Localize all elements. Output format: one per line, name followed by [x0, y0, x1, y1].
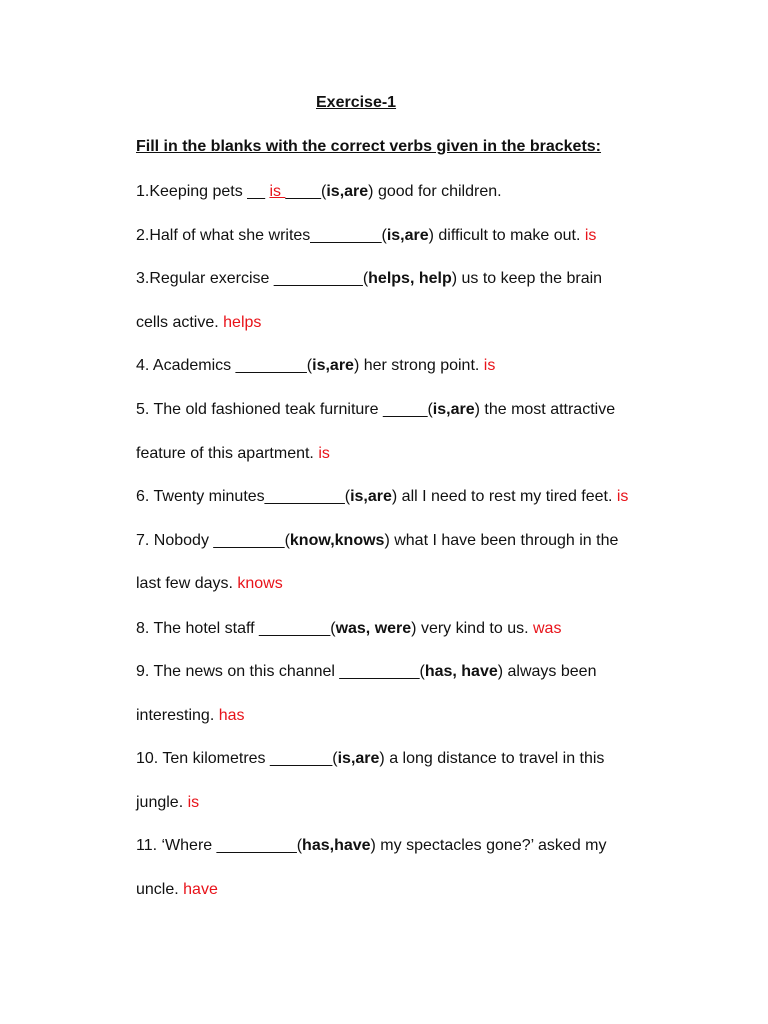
question-10-continued	[136, 793, 199, 813]
question-7	[136, 531, 618, 551]
question-11-options: has,have	[302, 837, 371, 854]
question-4-text: 4. Academics ________(	[136, 357, 313, 374]
question-8	[136, 619, 561, 639]
question-7-text-end: ) what I have been through in the	[384, 532, 619, 549]
question-9	[136, 662, 596, 682]
question-7-continued	[136, 574, 283, 594]
page-title: Exercise-1	[316, 94, 397, 111]
question-5-answer: is	[318, 445, 330, 462]
question-1-text-end: ) good for children.	[368, 183, 502, 200]
instruction: Fill in the blanks with the correct verbs given in the brackets:	[136, 138, 602, 155]
question-4-answer: is	[483, 357, 496, 374]
question-2-text-end: ) difficult to make out.	[428, 227, 585, 244]
question-8-options: was, were	[335, 620, 412, 637]
question-4-text-end: ) her strong point.	[353, 357, 484, 374]
question-3-answer: helps	[223, 314, 262, 331]
question-10	[136, 749, 604, 769]
question-3-text: 3.Regular exercise __________(	[136, 270, 369, 287]
question-8-text: 8. The hotel staff ________(	[136, 620, 336, 637]
question-9-text: 9. The news on this channel _________(	[136, 663, 425, 680]
question-11-text-end: ) my spectacles gone?’ asked my	[370, 837, 607, 854]
question-2-answer: is	[584, 227, 597, 244]
question-10-answer: is	[187, 794, 200, 811]
question-9-text-end: ) always been	[497, 663, 597, 680]
question-9-options: has, have	[424, 663, 498, 680]
question-3-continued	[136, 313, 261, 333]
question-5-continued	[136, 444, 330, 464]
question-2-text: 2.Half of what she writes________(	[136, 227, 387, 244]
question-8-text-end: ) very kind to us.	[411, 620, 533, 637]
question-1-blank: ____(	[285, 183, 327, 200]
question-10-text-end: ) a long distance to travel in this	[379, 750, 605, 767]
question-3-text-end: ) us to keep the brain	[451, 270, 603, 287]
question-1-text: 1.Keeping pets __	[136, 183, 270, 200]
question-11-text: 11. ‘Where _________(	[136, 837, 303, 854]
question-4	[136, 356, 495, 376]
question-5-text-end: ) the most attractive	[474, 401, 616, 418]
question-3-options: helps, help	[368, 270, 452, 287]
question-11	[136, 836, 606, 856]
question-10-options: is,are	[337, 750, 380, 767]
question-7-text-cont: last few days.	[136, 575, 238, 592]
question-1-answer: is	[269, 183, 286, 200]
question-11-text-cont: uncle.	[136, 881, 184, 898]
question-1	[136, 182, 502, 202]
question-7-text: 7. Nobody ________(	[136, 532, 290, 549]
question-5-text: 5. The old fashioned teak furniture _____(	[136, 401, 433, 418]
question-4-options: is,are	[312, 357, 354, 374]
question-8-answer: was	[533, 620, 562, 637]
question-6	[136, 487, 628, 507]
question-3	[136, 269, 602, 289]
question-7-options: know,knows	[289, 532, 385, 549]
question-9-text-cont: interesting.	[136, 707, 219, 724]
question-5-text-cont: feature of this apartment.	[136, 445, 319, 462]
question-7-answer: knows	[237, 575, 283, 592]
question-6-text: 6. Twenty minutes_________(	[136, 488, 351, 505]
question-2	[136, 226, 596, 246]
question-1-options: is,are	[326, 183, 369, 200]
question-11-answer: have	[183, 881, 218, 898]
question-9-answer: has	[218, 707, 245, 724]
question-6-answer: is	[616, 488, 629, 505]
question-2-options: is,are	[386, 227, 429, 244]
question-6-text-end: ) all I need to rest my tired feet.	[391, 488, 617, 505]
question-10-text-cont: jungle.	[136, 794, 188, 811]
question-5-options: is,are	[432, 401, 475, 418]
question-9-continued	[136, 706, 245, 726]
question-3-text-cont: cells active.	[136, 314, 224, 331]
question-10-text: 10. Ten kilometres _______(	[136, 750, 338, 767]
question-5	[136, 400, 615, 420]
question-6-options: is,are	[350, 488, 392, 505]
question-11-continued	[136, 880, 218, 900]
